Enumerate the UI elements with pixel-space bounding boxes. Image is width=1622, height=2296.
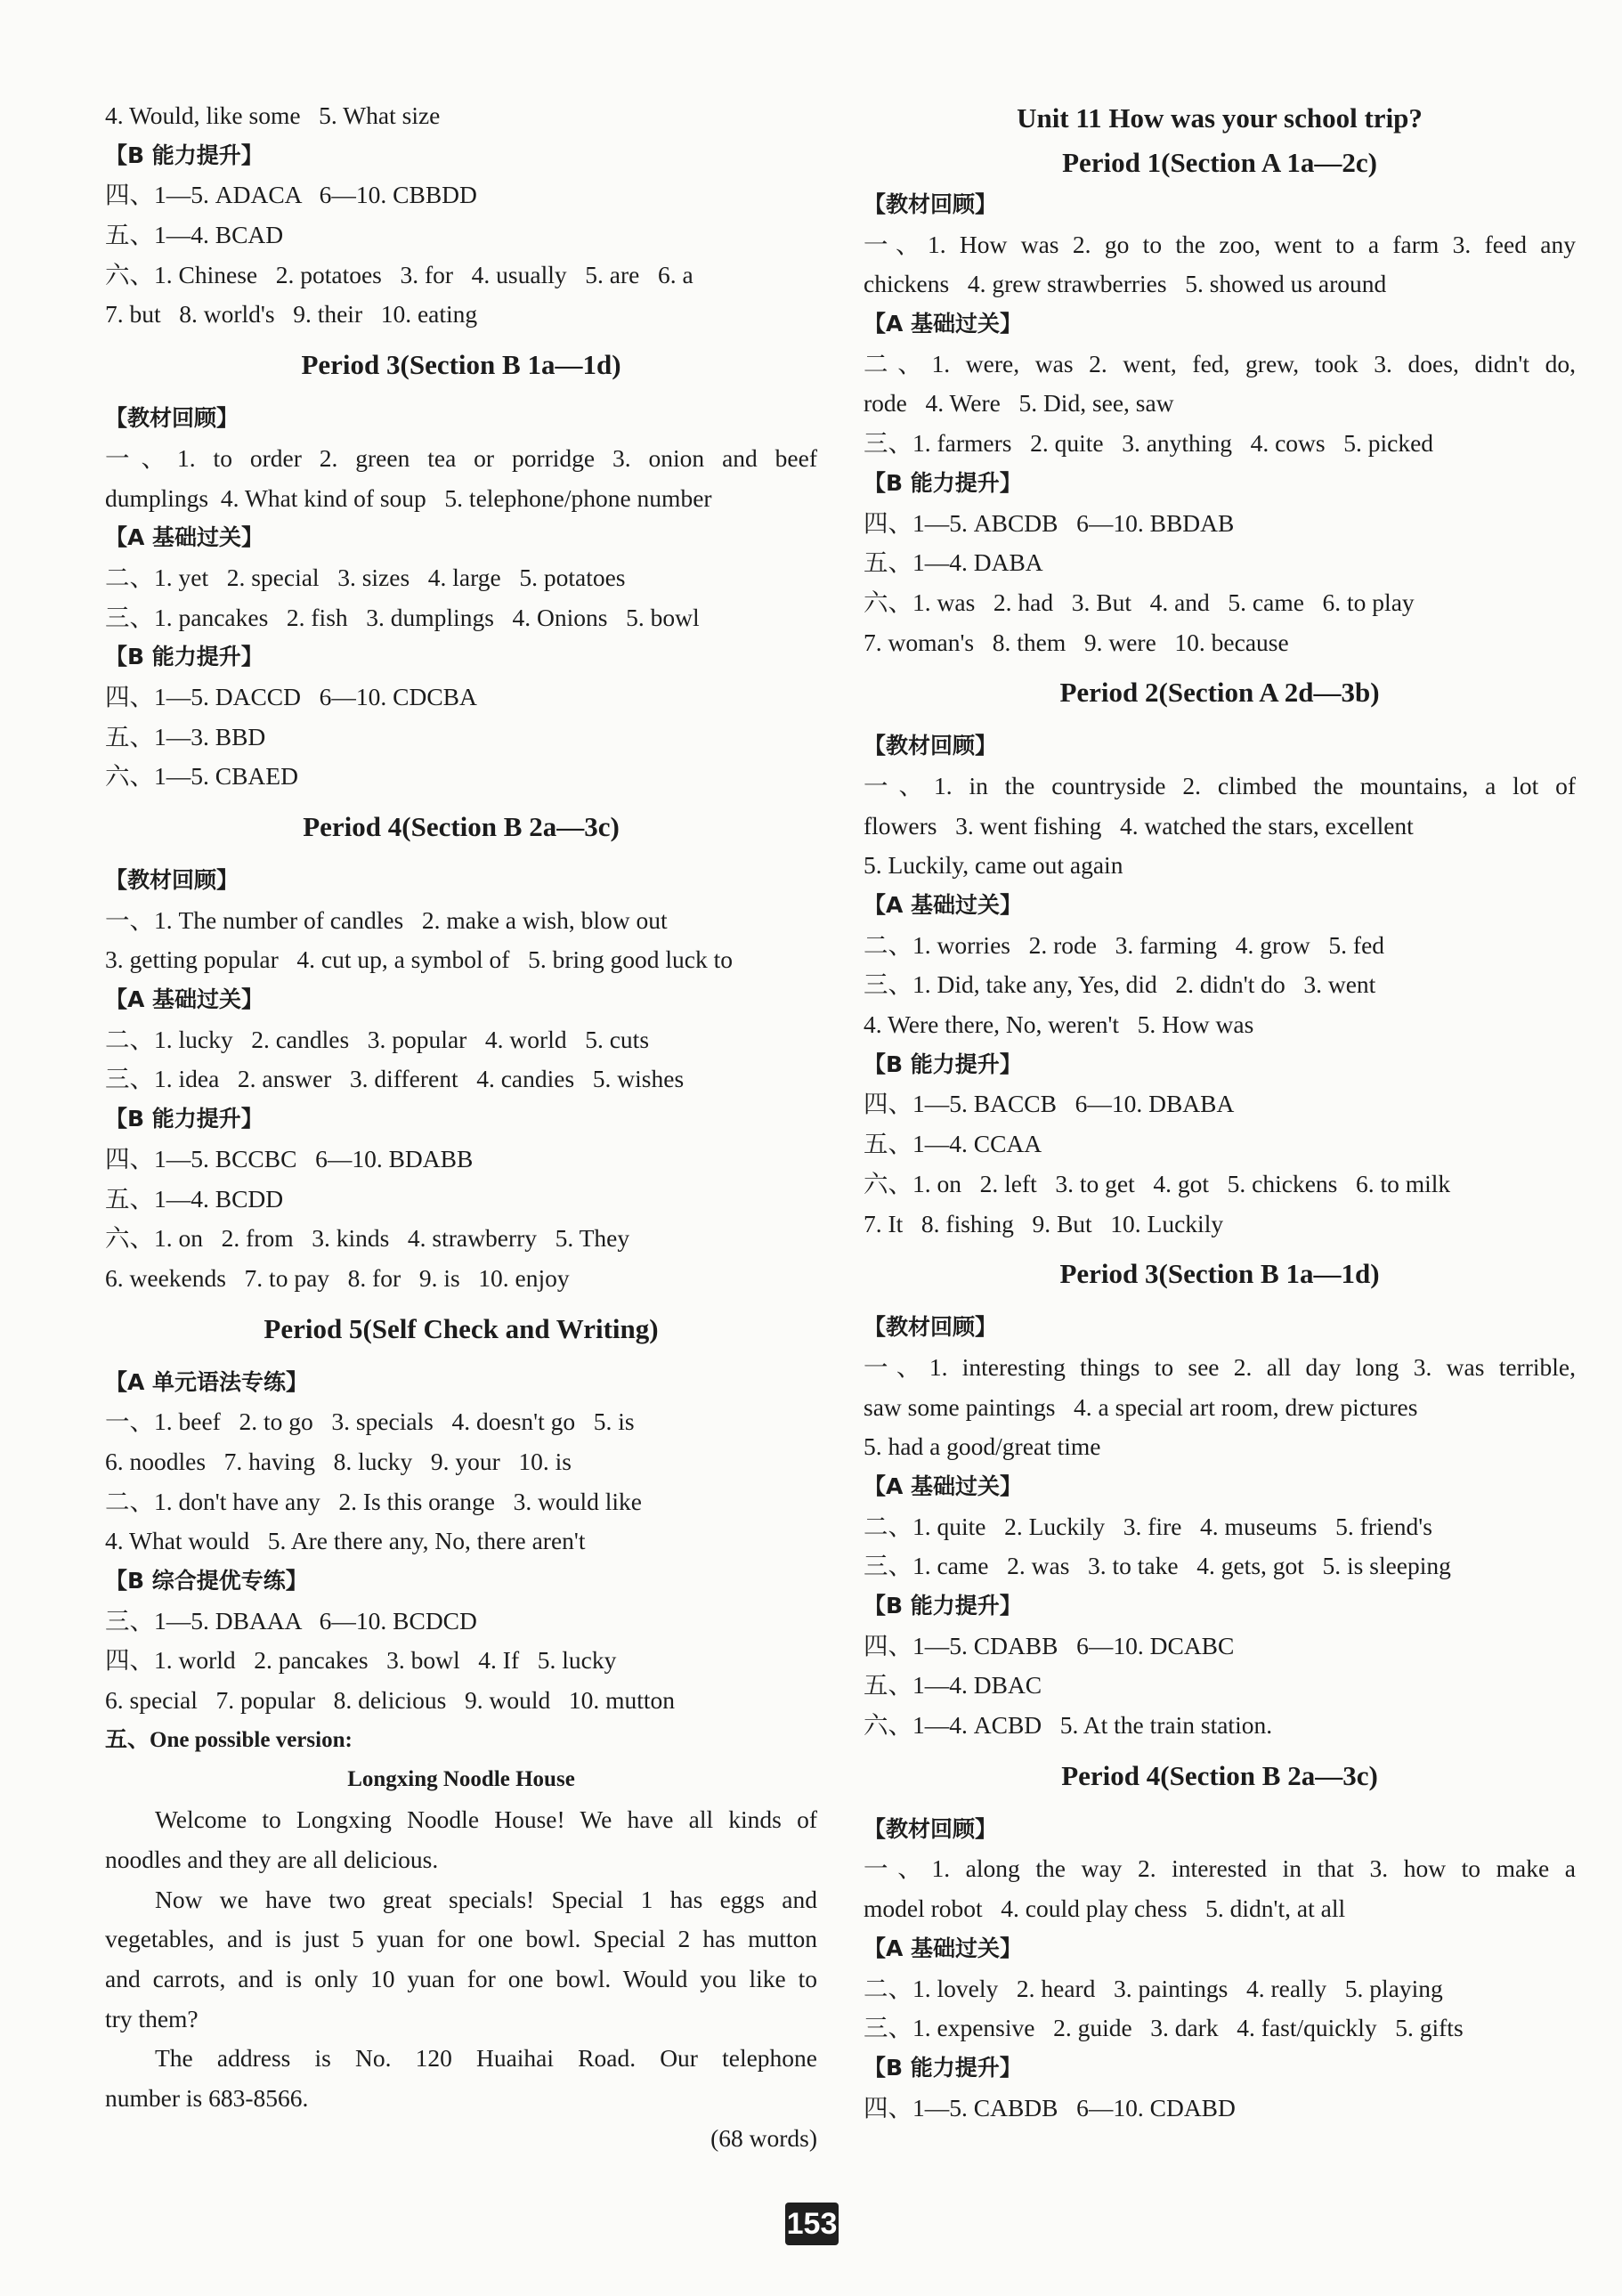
section-label: 【A 基础过关】 bbox=[864, 1473, 1023, 1499]
answer-line: 4. What would 5. Are there any, No, there aren't bbox=[105, 1527, 586, 1555]
right-column bbox=[864, 96, 1576, 2128]
section-label: 【教材回顾】 bbox=[864, 1815, 998, 1842]
answer-line: 六、1. on 2. from 3. kinds 4. strawberry 5. They bbox=[105, 1224, 630, 1253]
section-label: 【A 基础过关】 bbox=[864, 311, 1023, 337]
answer-line: 二、1. worries 2. rode 3. farming 4. grow 5. fed bbox=[864, 930, 1385, 959]
answer-line: 三、1. idea 2. answer 3. different 4. candies 5. wishes bbox=[105, 1065, 685, 1093]
answer-line: 5. had a good/great time bbox=[864, 1432, 1101, 1461]
answer-line: Now we have two great specials! Special 1 has eggs and bbox=[155, 1885, 817, 1913]
period-heading: Period 4(Section B 2a—3c) bbox=[1061, 1759, 1378, 1791]
answer-line: 五、1—3. BBD bbox=[105, 722, 266, 750]
answer-line: dumplings 4. What kind of soup 5. telephone/phone number bbox=[105, 483, 712, 512]
answer-line: 一、1. interesting things to see 2. all day long 3. was terrible, bbox=[864, 1352, 1576, 1381]
answer-line: saw some paintings 4. a special art room, drew pictures bbox=[864, 1392, 1418, 1421]
answer-line: 四、1—5. ADACA 6—10. CBBDD bbox=[105, 181, 477, 209]
answer-line: 7. woman's 8. them 9. were 10. because bbox=[864, 628, 1289, 656]
answer-line: model robot 4. could play chess 5. didn't, at all bbox=[864, 1894, 1346, 1923]
section-label: 【A 基础过关】 bbox=[105, 986, 264, 1013]
answer-line: noodles and they are all delicious. bbox=[105, 1845, 439, 1873]
answer-line: 6. weekends 7. to pay 8. for 9. is 10. enjoy bbox=[105, 1263, 570, 1292]
answer-line: 六、1. Chinese 2. potatoes 3. for 4. usually 5. are 6. a bbox=[105, 260, 693, 288]
answer-line: 四、1—5. BCCBC 6—10. BDABB bbox=[105, 1144, 474, 1172]
section-label: 【教材回顾】 bbox=[105, 405, 239, 432]
period-heading: Period 3(Section B 1a—1d) bbox=[1059, 1258, 1380, 1290]
section-label: 【教材回顾】 bbox=[864, 733, 998, 759]
answer-line: 五、1—4. BCDD bbox=[105, 1184, 284, 1213]
section-label: 【B 能力提升】 bbox=[864, 2054, 1022, 2081]
section-label: 【A 基础过关】 bbox=[864, 892, 1023, 918]
answer-line: 三、1. expensive 2. guide 3. dark 4. fast/quickly 5. gifts bbox=[864, 2014, 1464, 2042]
answer-line: 五、1—4. DBAC bbox=[864, 1671, 1042, 1700]
answer-line: Welcome to Longxing Noodle House! We have all kinds of bbox=[155, 1805, 817, 1834]
answer-line: rode 4. Were 5. Did, see, saw bbox=[864, 389, 1174, 418]
answer-line: 四、1—5. CABDB 6—10. CDABD bbox=[864, 2093, 1236, 2122]
section-label: 【B 能力提升】 bbox=[105, 644, 264, 670]
answer-line: and carrots, and is only 10 yuan for one bowl. Would you like to bbox=[105, 1964, 817, 1992]
answer-line: 7. but 8. world's 9. their 10. eating bbox=[105, 300, 478, 329]
answer-line: 一、1. How was 2. go to the zoo, went to a farm 3. feed any bbox=[864, 230, 1576, 258]
section-label: 【A 基础过关】 bbox=[864, 1935, 1023, 1961]
section-label: 【B 能力提升】 bbox=[105, 142, 264, 168]
answer-line: 四、1—5. ABCDB 6—10. BBDAB bbox=[864, 508, 1235, 537]
answer-line: 六、1—4. ACBD 5. At the train station. bbox=[864, 1711, 1273, 1740]
section-label: 五、One possible version: bbox=[105, 1727, 353, 1752]
section-label: 【教材回顾】 bbox=[864, 191, 998, 217]
period-heading: Period 5(Self Check and Writing) bbox=[264, 1312, 659, 1344]
section-label: 【B 能力提升】 bbox=[864, 1051, 1022, 1077]
answer-line: 4. Were there, No, weren't 5. How was bbox=[864, 1010, 1254, 1039]
answer-line: 六、1. on 2. left 3. to get 4. got 5. chickens 6. to milk bbox=[864, 1169, 1451, 1197]
answer-line: 7. It 8. fishing 9. But 10. Luckily bbox=[864, 1209, 1224, 1237]
answer-line: 三、1. Did, take any, Yes, did 2. didn't do 3. went bbox=[864, 970, 1376, 999]
unit-heading: Unit 11 How was your school trip? bbox=[1017, 102, 1423, 134]
answer-line: 二、1. don't have any 2. Is this orange 3. would like bbox=[105, 1487, 642, 1515]
answer-line: chickens 4. grew strawberries 5. showed us around bbox=[864, 270, 1387, 298]
answer-line: 一、1. The number of candles 2. make a wish, blow out bbox=[105, 905, 668, 934]
answer-line: 三、1. farmers 2. quite 3. anything 4. cows 5. picked bbox=[864, 429, 1434, 458]
answer-line: 二、1. were, was 2. went, fed, grew, took 3. does, didn't do, bbox=[864, 349, 1576, 377]
period-heading: Period 3(Section B 1a—1d) bbox=[301, 349, 621, 381]
section-label: 【教材回顾】 bbox=[864, 1314, 998, 1341]
answer-line: 一、1. along the way 2. interested in that 3. how to make a bbox=[864, 1854, 1576, 1883]
answer-line: 6. special 7. popular 8. delicious 9. would 10. mutton bbox=[105, 1686, 676, 1715]
answer-line: 6. noodles 7. having 8. lucky 9. your 10. is bbox=[105, 1447, 572, 1475]
section-label: 【A 基础过关】 bbox=[105, 524, 264, 551]
answer-line: 5. Luckily, came out again bbox=[864, 851, 1123, 880]
answer-line: 三、1—5. DBAAA 6—10. BCDCD bbox=[105, 1606, 477, 1635]
answer-line: The address is No. 120 Huaihai Road. Our telephone bbox=[155, 2044, 817, 2073]
answer-line: number is 683-8566. bbox=[105, 2083, 309, 2112]
answer-line: try them? bbox=[105, 2004, 199, 2032]
answer-line: 二、1. quite 2. Luckily 3. fire 4. museums 5. friend's bbox=[864, 1512, 1432, 1540]
answer-line: 三、1. pancakes 2. fish 3. dumplings 4. Onions 5. bowl bbox=[105, 603, 700, 631]
section-label: 【B 能力提升】 bbox=[864, 1593, 1022, 1619]
answer-line: 二、1. yet 2. special 3. sizes 4. large 5. potatoes bbox=[105, 563, 626, 591]
answer-line: 3. getting popular 4. cut up, a symbol of 5. bring good luck to bbox=[105, 945, 733, 974]
answer-line: 一、1. to order 2. green tea or porridge 3. onion and beef bbox=[105, 443, 817, 472]
answer-line: 六、1—5. CBAED bbox=[105, 762, 298, 791]
answer-line: 四、1—5. DACCD 6—10. CDCBA bbox=[105, 682, 477, 710]
answer-line: 三、1. came 2. was 3. to take 4. gets, got 5. is sleeping bbox=[864, 1552, 1451, 1580]
section-label: 【B 能力提升】 bbox=[105, 1106, 264, 1132]
unit-heading: Period 1(Section A 1a—2c) bbox=[1062, 147, 1377, 178]
answer-line: 五、1—4. BCAD bbox=[105, 221, 284, 249]
word-count: (68 words) bbox=[710, 2123, 817, 2152]
answer-line: 4. Would, like some 5. What size bbox=[105, 101, 441, 129]
answer-line: 二、1. lovely 2. heard 3. paintings 4. really 5. playing bbox=[864, 1974, 1443, 2002]
answer-line: flowers 3. went fishing 4. watched the stars, excellent bbox=[864, 811, 1414, 840]
answer-line: 六、1. was 2. had 3. But 4. and 5. came 6. to play bbox=[864, 588, 1415, 616]
page-number: 153 bbox=[785, 2203, 839, 2245]
answer-line: 四、1—5. CDABB 6—10. DCABC bbox=[864, 1631, 1235, 1659]
answer-line: 四、1. world 2. pancakes 3. bowl 4. If 5. lucky bbox=[105, 1646, 617, 1675]
period-heading: Period 4(Section B 2a—3c) bbox=[303, 811, 620, 842]
section-label: 【B 综合提优专练】 bbox=[105, 1568, 308, 1594]
answer-line: 五、1—4. CCAA bbox=[864, 1130, 1042, 1158]
left-column bbox=[105, 96, 817, 2158]
essay-title: Longxing Noodle House bbox=[347, 1767, 575, 1792]
period-heading: Period 2(Section A 2d—3b) bbox=[1059, 677, 1380, 709]
answer-line: 一、1. beef 2. to go 3. specials 4. doesn't go 5. is bbox=[105, 1408, 635, 1436]
section-label: 【A 单元语法专练】 bbox=[105, 1368, 309, 1395]
section-label: 【B 能力提升】 bbox=[864, 469, 1022, 496]
answer-line: 二、1. lucky 2. candles 3. popular 4. world 5. cuts bbox=[105, 1025, 650, 1053]
answer-line: 五、1—4. DABA bbox=[864, 548, 1043, 577]
section-label: 【教材回顾】 bbox=[105, 867, 239, 893]
answer-line: 四、1—5. BACCB 6—10. DBABA bbox=[864, 1090, 1235, 1118]
answer-line: 一、1. in the countryside 2. climbed the mountains, a lot of bbox=[864, 771, 1576, 799]
answer-line: vegetables, and is just 5 yuan for one bowl. Special 2 has mutton bbox=[105, 1925, 817, 1953]
